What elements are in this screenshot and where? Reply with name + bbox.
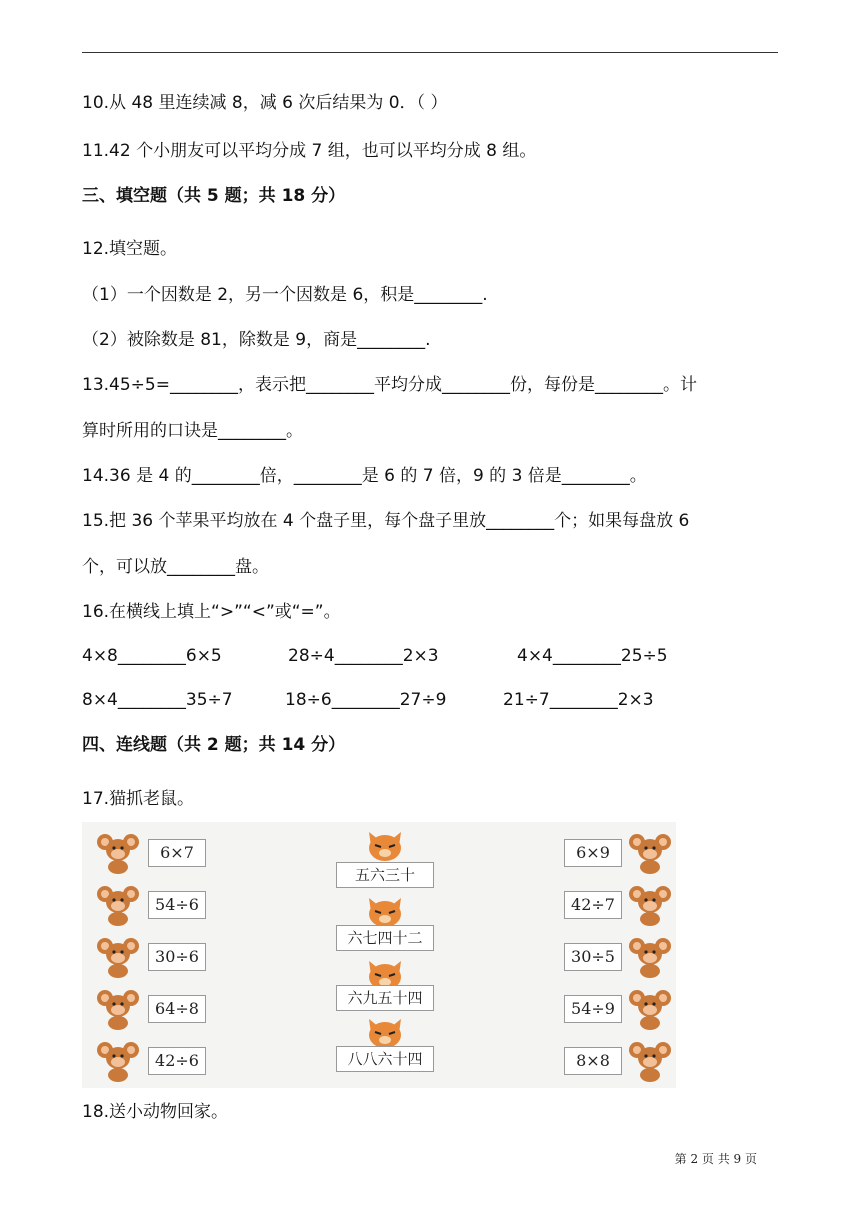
mouse-icon (628, 986, 672, 1030)
cat-icon (365, 1015, 405, 1049)
multiplication-rhyme-box: 六七四十二 (336, 925, 434, 951)
left-expression-box: 30÷6 (148, 943, 206, 971)
multiplication-rhyme-box: 八八六十四 (336, 1046, 434, 1072)
question-15-line-1: 15.把 36 个苹果平均放在 4 个盘子里，每个盘子里放________个；如果每盘放 6 (82, 511, 690, 531)
compare-item: 18÷6________27÷9 (285, 690, 447, 710)
compare-item: 4×4________25÷5 (517, 646, 668, 666)
mouse-icon (96, 882, 140, 926)
question-13-line-2: 算时所用的口诀是________。 (82, 421, 303, 441)
mouse-icon (96, 1038, 140, 1082)
mouse-icon (628, 882, 672, 926)
question-12-part-2: （2）被除数是 81，除数是 9，商是________. (82, 330, 431, 350)
question-12: 12.填空题。 (82, 239, 178, 259)
left-expression-box: 6×7 (148, 839, 206, 867)
section-4-heading: 四、连线题（共 2 题；共 14 分） (82, 735, 346, 755)
question-17: 17.猫抓老鼠。 (82, 789, 195, 809)
left-expression-box: 54÷6 (148, 891, 206, 919)
mouse-icon (96, 830, 140, 874)
question-10: 10.从 48 里连续减 8，减 6 次后结果为 0．（ ） (82, 93, 448, 113)
compare-item: 4×8________6×5 (82, 646, 222, 666)
question-15-line-2: 个，可以放________盘。 (82, 557, 269, 577)
mouse-icon (96, 986, 140, 1030)
question-14: 14.36 是 4 的________倍，________是 6 的 7 倍，9 的 3 倍是________。 (82, 466, 647, 486)
header-rule (82, 52, 778, 53)
right-expression-box: 42÷7 (564, 891, 622, 919)
question-16: 16.在横线上填上“>”“<”或“=”。 (82, 602, 341, 622)
section-3-heading: 三、填空题（共 5 题；共 18 分） (82, 186, 346, 206)
mouse-icon (628, 830, 672, 874)
compare-item: 28÷4________2×3 (288, 646, 439, 666)
cat-mouse-figure (82, 822, 676, 1088)
left-expression-box: 64÷8 (148, 995, 206, 1023)
right-expression-box: 30÷5 (564, 943, 622, 971)
cat-icon (365, 828, 405, 862)
mouse-icon (628, 934, 672, 978)
question-12-part-1: （1）一个因数是 2，另一个因数是 6，积是________. (82, 285, 488, 305)
left-expression-box: 42÷6 (148, 1047, 206, 1075)
compare-item: 21÷7________2×3 (503, 690, 654, 710)
right-expression-box: 54÷9 (564, 995, 622, 1023)
page-number: 第 2 页 共 9 页 (674, 1152, 757, 1166)
right-expression-box: 8×8 (564, 1047, 622, 1075)
question-13-line-1: 13.45÷5=________，表示把________平均分成________份，每份是________。计 (82, 375, 697, 395)
cat-icon (365, 894, 405, 928)
right-expression-box: 6×9 (564, 839, 622, 867)
mouse-icon (96, 934, 140, 978)
question-18: 18.送小动物回家。 (82, 1102, 229, 1122)
multiplication-rhyme-box: 五六三十 (336, 862, 434, 888)
compare-item: 8×4________35÷7 (82, 690, 233, 710)
mouse-icon (628, 1038, 672, 1082)
question-11: 11.42 个小朋友可以平均分成 7 组，也可以平均分成 8 组。 (82, 141, 537, 161)
multiplication-rhyme-box: 六九五十四 (336, 985, 434, 1011)
